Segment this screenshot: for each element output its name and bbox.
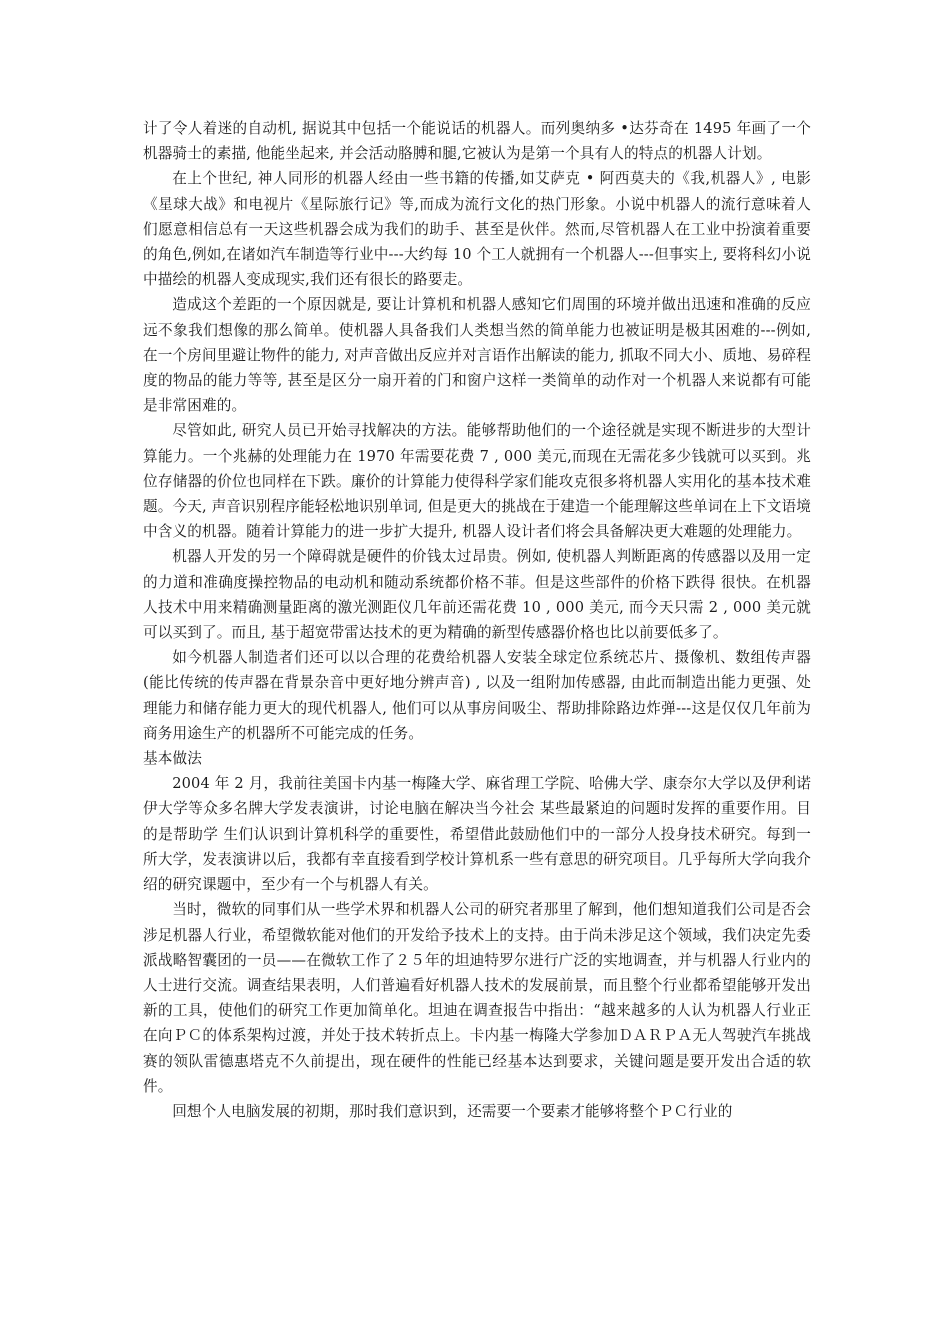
paragraph-popular-culture: 在上个世纪, 神人同形的机器人经由一些书籍的传播,如艾萨克 • 阿西莫夫的《我,机器人》, 电影《星球大战》和电视片《星际旅行记》等,而成为流行文化的热门形象。小说中机器人的流行意味着人们愿意相信总有一天这些机器会成为我们的助手、甚至是伙伴。然而,尽管机器人在工业中扮演着重要的角色,例如,在诸如汽车制造等行业中---大约每 10 个工人就拥有一个机器人---但事实上, 要将科幻小说中描绘的机器人变成现实,我们还有很长的路要走。	[143, 170, 811, 289]
paragraph-perception-gap: 造成这个差距的一个原因就是, 要让计算机和机器人感知它们周围的环境并做出迅速和准确的反应远不象我们想像的那么简单。使机器人具备我们人类想当然的简单能力也被证明是极其困难的---例如, 在一个房间里避让物件的能力, 对声音做出反应并对言语作出解读的能力, 抓取不同大小、质地、易碎程度的物品的能力等等, 甚至是区分一扇开着的门和窗户这样一类简单的动作对一个机器人来说都有可能是非常困难的。	[143, 296, 811, 415]
paragraph-university-visits: 2004 年 2 月，我前往美国卡内基一梅隆大学、麻省理工学院、哈佛大学、康奈尔大学以及伊利诺伊大学等众多名牌大学发表演讲，讨论电脑在解决当今社会 某些最紧迫的问题时发挥的重要作用。目的是帮助学 生们认识到计算机科学的重要性，希望借此鼓励他们中的一部分人投身技术研究。每到一所大学，发表演讲以后，我都有幸直接看到学校计算机系一些有意思的研究项目。几乎每所大学向我介绍的研究课题中，至少有一个与机器人有关。	[143, 775, 811, 894]
paragraph-modern-robots: 如今机器人制造者们还可以以合理的花费给机器人安装全球定位系统芯片、摄像机、数组传声器(能比传统的传声器在背景杂音中更好地分辨声音) , 以及一组附加传感器, 由此而制造出能力更强、处理能力和储存能力更大的现代机器人, 他们可以从事房间吸尘、帮助排除路边炸弹---这是仅仅几年前为商务用途生产的机器所不可能完成的任务。	[143, 649, 811, 742]
paragraph-pc-history: 回想个人电脑发展的初期，那时我们意识到，还需要一个要素才能够将整个ＰＣ行业的	[172, 1102, 733, 1120]
paragraph-automata: 计了令人着迷的自动机, 据说其中包括一个能说话的机器人。而列奥纳多 •达芬奇在 1495 年画了一个机器骑士的素描, 他能坐起来, 并会活动胳膊和腿,它被认为是第一个具有人的特点的机器人计划。	[143, 120, 811, 163]
paragraph-hardware-cost: 机器人开发的另一个障碍就是硬件的价钱太过昂贵。例如, 使机器人判断距离的传感器以及用一定的力道和准确度操控物品的电动机和随动系统都价格不菲。但是这些部件的价格下跌得 很快。在机器人技术中用来精确测量距离的激光测距仪几年前还需花费 10 , 000 美元, 而今天只需 2 , 000 美元就可以买到了。而且, 基于超宽带雷达技术的更为精确的新型传感器价格也比以前要低多了。	[143, 548, 811, 642]
paragraph-microsoft-research: 当时，微软的同事们从一些学术界和机器人公司的研究者那里了解到，他们想知道我们公司是否会涉足机器人行业，希望微软能对他们的开发给予技术上的支持。由于尚未涉足这个领域，我们决定先委派战略智囊团的一员——在微软工作了２５年的坦迪特罗尔进行广泛的实地调查，并与机器人行业内的人士进行交流。调查结果表明，人们普遍看好机器人技术的发展前景，而且整个行业都希望能够开发出新的工具，使他们的研究工作更加简单化。坦迪在调查报告中指出：“越来越多的人认为机器人行业正在向ＰＣ的体系架构过渡，并处于技术转折点上。卡内基一梅隆大学参加ＤＡＲＰＡ无人驾驶汽车挑战赛的领队雷德惠塔克不久前提出，现在硬件的性能已经基本达到要求，关键问题是要开发出合适的软件。	[143, 901, 811, 1095]
document-page	[143, 116, 811, 1124]
section-heading: 基本做法	[143, 750, 202, 768]
paragraph-computing-power: 尽管如此, 研究人员已开始寻找解决的方法。能够帮助他们的一个途径就是实现不断进步的大型计算能力。一个兆赫的处理能力在 1970 年需要花费 7 , 000 美元,而现在无需花多少钱就可以买到。兆位存储器的价位也同样在下跌。廉价的计算能力使得科学家们能攻克很多将机器人实用化的基本技术难题。今天, 声音识别程序能轻松地识别单词, 但是更大的挑战在于建造一个能理解这些单词在上下文语境中含义的机器。随着计算能力的进一步扩大提升, 机器人设计者们将会具备解决更大难题的处理能力。	[143, 422, 811, 541]
